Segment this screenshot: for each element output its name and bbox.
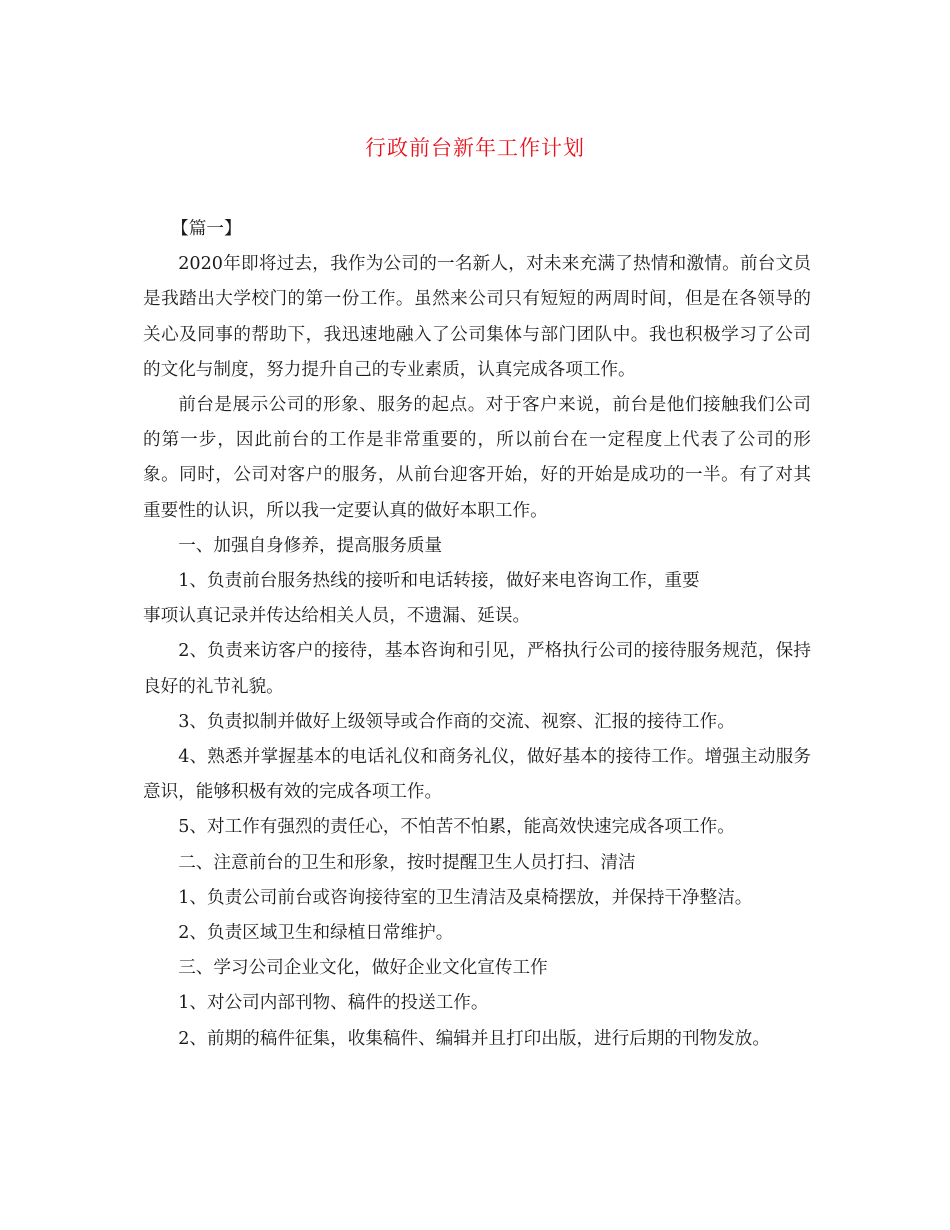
- list-item: 1、对公司内部刊物、稿件的投送工作。: [178, 993, 489, 1014]
- paragraph-role: 前台是展示公司的形象、服务的起点。对于客户来说，前台是他们接触我们公司的第一步，因此前台的工作是非常重要的，所以前台在一定程度上代表了公司的形象。同时，公司对客户的服务，从前台迎客开始，好的开始是成功的一半。有了对其重要性的认识，所以我一定要认真的做好本职工作。: [143, 395, 811, 521]
- section-tag: 【篇一】: [171, 219, 242, 239]
- list-item: 4、熟悉并掌握基本的电话礼仪和商务礼仪，做好基本的接待工作。增强主动服务意识，能够积极有效的完成各项工作。: [143, 747, 811, 803]
- list-item-continuation: 事项认真记录并传达给相关人员，不遗漏、延误。: [143, 606, 531, 627]
- document-body: [143, 212, 811, 1057]
- document-title: 行政前台新年工作计划: [365, 136, 585, 160]
- heading-section-3: 三、学习公司企业文化，做好企业文化宣传工作: [178, 958, 548, 979]
- list-item: 3、负责拟制并做好上级领导或合作商的交流、视察、汇报的接待工作。: [178, 711, 735, 732]
- list-item: 2、前期的稿件征集，收集稿件、编辑并且打印出版，进行后期的刊物发放。: [178, 1028, 770, 1049]
- heading-section-1: 一、加强自身修养，提高服务质量: [178, 535, 443, 556]
- list-item: 5、对工作有强烈的责任心，不怕苦不怕累，能高效快速完成各项工作。: [178, 817, 735, 838]
- list-item: 2、负责区域卫生和绿植日常维护。: [178, 923, 454, 944]
- paragraph-intro: 2020年即将过去，我作为公司的一名新人，对未来充满了热情和激情。前台文员是我踏出大学校门的第一份工作。虽然来公司只有短短的两周时间，但是在各领导的关心及同事的帮助下，我迅速地融入了公司集体与部门团队中。我也积极学习了公司的文化与制度，努力提升自己的专业素质，认真完成各项工作。: [143, 254, 811, 380]
- heading-section-2: 二、注意前台的卫生和形象，按时提醒卫生人员打扫、清洁: [178, 852, 636, 873]
- list-item: 1、负责前台服务热线的接听和电话转接，做好来电咨询工作，重要: [178, 571, 700, 592]
- list-item: 1、负责公司前台或咨询接待室的卫生清洁及桌椅摆放，并保持干净整洁。: [178, 887, 753, 908]
- list-item: 2、负责来访客户的接待，基本咨询和引见，严格执行公司的接待服务规范，保持良好的礼节礼貌。: [143, 641, 811, 697]
